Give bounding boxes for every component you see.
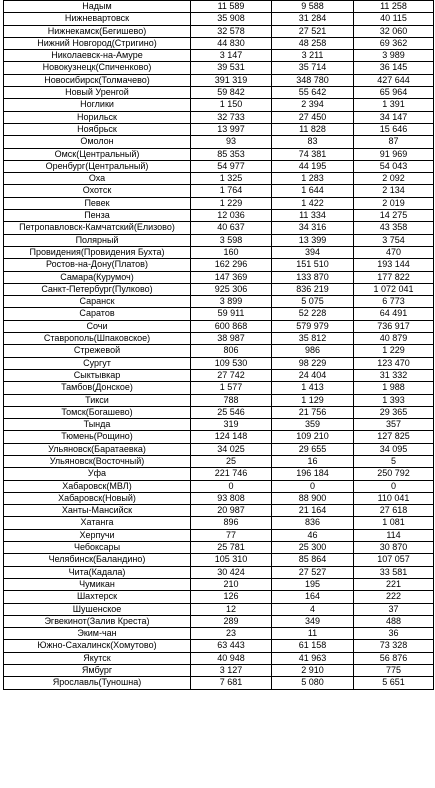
table-row: [4, 136, 434, 148]
airport-name-cell[interactable]: Норильск: [4, 111, 191, 123]
table-row: [4, 148, 434, 160]
airport-name-cell[interactable]: Новосибирск(Толмачево): [4, 74, 191, 86]
table-row: [4, 677, 434, 689]
airport-name-cell[interactable]: Сыктывкар: [4, 369, 191, 381]
table-row: [4, 111, 434, 123]
table-row: [4, 62, 434, 74]
value-cell-3[interactable]: 43 358: [354, 222, 434, 234]
table-row: [4, 345, 434, 357]
value-cell-1[interactable]: 93: [191, 136, 272, 148]
value-cell-2[interactable]: 986: [272, 345, 354, 357]
table-row: [4, 615, 434, 627]
value-cell-3[interactable]: 29 365: [354, 406, 434, 418]
table-row: [4, 308, 434, 320]
airport-name-cell[interactable]: Ханты-Мансийск: [4, 505, 191, 517]
value-cell-1[interactable]: 1 764: [191, 185, 272, 197]
value-cell-3[interactable]: 65 964: [354, 87, 434, 99]
airport-name-cell[interactable]: Южно-Сахалинск(Хомутово): [4, 640, 191, 652]
value-cell-2[interactable]: 1 283: [272, 173, 354, 185]
value-cell-3[interactable]: 33 581: [354, 566, 434, 578]
value-cell-2[interactable]: 11: [272, 628, 354, 640]
value-cell-1[interactable]: 162 296: [191, 259, 272, 271]
table-row: [4, 505, 434, 517]
airport-name-cell[interactable]: Оха: [4, 173, 191, 185]
airport-name-cell[interactable]: Новокузнецк(Спиченково): [4, 62, 191, 74]
value-cell-2[interactable]: 2 910: [272, 665, 354, 677]
airport-name-cell[interactable]: Тикси: [4, 394, 191, 406]
value-cell-2[interactable]: 2 394: [272, 99, 354, 111]
airport-name-cell[interactable]: Провидения(Провидения Бухта): [4, 246, 191, 258]
value-cell-1[interactable]: 27 742: [191, 369, 272, 381]
value-cell-1[interactable]: 39 531: [191, 62, 272, 74]
airport-name-cell[interactable]: Оренбург(Центральный): [4, 160, 191, 172]
airport-name-cell[interactable]: Николаевск-на-Амуре: [4, 50, 191, 62]
airport-name-cell[interactable]: Челябинск(Баландино): [4, 554, 191, 566]
table-row: [4, 259, 434, 271]
value-cell-3[interactable]: 6 773: [354, 296, 434, 308]
value-cell-3[interactable]: 2 092: [354, 173, 434, 185]
value-cell-3[interactable]: 1 072 041: [354, 283, 434, 295]
value-cell-2[interactable]: 1 413: [272, 382, 354, 394]
value-cell-1[interactable]: 1 577: [191, 382, 272, 394]
value-cell-2[interactable]: 5 075: [272, 296, 354, 308]
value-cell-1[interactable]: 1 150: [191, 99, 272, 111]
value-cell-3[interactable]: 37: [354, 603, 434, 615]
airport-name-cell[interactable]: Тюмень(Рощино): [4, 431, 191, 443]
airport-name-cell[interactable]: Омолон: [4, 136, 191, 148]
table-row: [4, 333, 434, 345]
value-cell-1[interactable]: 105 310: [191, 554, 272, 566]
table-row: [4, 406, 434, 418]
value-cell-3[interactable]: 470: [354, 246, 434, 258]
value-cell-2[interactable]: 46: [272, 529, 354, 541]
airport-name-cell[interactable]: Шушенское: [4, 603, 191, 615]
value-cell-1[interactable]: 1 229: [191, 197, 272, 209]
airport-name-cell[interactable]: Надым: [4, 1, 191, 13]
value-cell-3[interactable]: 32 060: [354, 25, 434, 37]
airport-name-cell[interactable]: Чебоксары: [4, 542, 191, 554]
airport-name-cell[interactable]: Чита(Кадала): [4, 566, 191, 578]
value-cell-1[interactable]: 44 830: [191, 37, 272, 49]
table-row: [4, 1, 434, 13]
airport-name-cell[interactable]: Чумикан: [4, 578, 191, 590]
value-cell-3[interactable]: 222: [354, 591, 434, 603]
table-row: [4, 578, 434, 590]
value-cell-3[interactable]: 73 328: [354, 640, 434, 652]
table-row: [4, 382, 434, 394]
table-row: [4, 431, 434, 443]
value-cell-2[interactable]: 35 812: [272, 333, 354, 345]
value-cell-2[interactable]: 35 714: [272, 62, 354, 74]
value-cell-3[interactable]: 40 879: [354, 333, 434, 345]
value-cell-3[interactable]: 54 043: [354, 160, 434, 172]
value-cell-3[interactable]: 15 646: [354, 123, 434, 135]
value-cell-2[interactable]: 83: [272, 136, 354, 148]
value-cell-1[interactable]: 59 911: [191, 308, 272, 320]
value-cell-1[interactable]: 20 987: [191, 505, 272, 517]
value-cell-1[interactable]: 38 987: [191, 333, 272, 345]
airport-passenger-table: [3, 0, 434, 690]
table-row: [4, 443, 434, 455]
value-cell-3[interactable]: 3 989: [354, 50, 434, 62]
table-row: [4, 419, 434, 431]
value-cell-2[interactable]: 16: [272, 455, 354, 467]
value-cell-1[interactable]: 221 746: [191, 468, 272, 480]
table-row: [4, 37, 434, 49]
table-row: [4, 320, 434, 332]
value-cell-3[interactable]: 34 147: [354, 111, 434, 123]
table-row: [4, 652, 434, 664]
value-cell-1[interactable]: 0: [191, 480, 272, 492]
value-cell-3[interactable]: 91 969: [354, 148, 434, 160]
table-row: [4, 87, 434, 99]
airport-name-cell[interactable]: Эким-чан: [4, 628, 191, 640]
value-cell-3[interactable]: 2 019: [354, 197, 434, 209]
value-cell-2[interactable]: 11 334: [272, 210, 354, 222]
value-cell-1[interactable]: 7 681: [191, 677, 272, 689]
value-cell-1[interactable]: 59 842: [191, 87, 272, 99]
value-cell-2[interactable]: 349: [272, 615, 354, 627]
airport-name-cell[interactable]: Ульяновск(Баратаевка): [4, 443, 191, 455]
value-cell-1[interactable]: 600 868: [191, 320, 272, 332]
value-cell-3[interactable]: 11 258: [354, 1, 434, 13]
value-cell-1[interactable]: 34 025: [191, 443, 272, 455]
value-cell-2[interactable]: 9 588: [272, 1, 354, 13]
value-cell-1[interactable]: 93 808: [191, 492, 272, 504]
value-cell-3[interactable]: 107 057: [354, 554, 434, 566]
value-cell-2[interactable]: 44 195: [272, 160, 354, 172]
airport-name-cell[interactable]: Томск(Богашево): [4, 406, 191, 418]
value-cell-2[interactable]: 1 644: [272, 185, 354, 197]
value-cell-2[interactable]: 151 510: [272, 259, 354, 271]
value-cell-1[interactable]: 391 319: [191, 74, 272, 86]
table-row: [4, 197, 434, 209]
value-cell-3[interactable]: 177 822: [354, 271, 434, 283]
value-cell-1[interactable]: 289: [191, 615, 272, 627]
table-row: [4, 468, 434, 480]
airport-name-cell[interactable]: Пенза: [4, 210, 191, 222]
table-row: [4, 160, 434, 172]
airport-name-cell[interactable]: Эгвекинот(Залив Креста): [4, 615, 191, 627]
airport-name-cell[interactable]: Нижний Новгород(Стригино): [4, 37, 191, 49]
value-cell-1[interactable]: 35 908: [191, 13, 272, 25]
airport-name-cell[interactable]: Сочи: [4, 320, 191, 332]
value-cell-3[interactable]: 123 470: [354, 357, 434, 369]
table-row: [4, 271, 434, 283]
value-cell-3[interactable]: 31 332: [354, 369, 434, 381]
value-cell-2[interactable]: 3 211: [272, 50, 354, 62]
value-cell-3[interactable]: 87: [354, 136, 434, 148]
value-cell-1[interactable]: 32 733: [191, 111, 272, 123]
table-row: [4, 628, 434, 640]
table-row: [4, 369, 434, 381]
value-cell-3[interactable]: 488: [354, 615, 434, 627]
value-cell-3[interactable]: 250 792: [354, 468, 434, 480]
table-row: [4, 394, 434, 406]
value-cell-3[interactable]: 114: [354, 529, 434, 541]
value-cell-1[interactable]: 30 424: [191, 566, 272, 578]
value-cell-1[interactable]: 3 899: [191, 296, 272, 308]
value-cell-2[interactable]: 109 210: [272, 431, 354, 443]
value-cell-1[interactable]: 319: [191, 419, 272, 431]
airport-name-cell[interactable]: Хабаровск(МВЛ): [4, 480, 191, 492]
airport-name-cell[interactable]: Нижневартовск: [4, 13, 191, 25]
value-cell-3[interactable]: 357: [354, 419, 434, 431]
value-cell-2[interactable]: 74 381: [272, 148, 354, 160]
table-row: [4, 296, 434, 308]
airport-name-cell[interactable]: Саранск: [4, 296, 191, 308]
value-cell-2[interactable]: 52 228: [272, 308, 354, 320]
airport-name-cell[interactable]: Тында: [4, 419, 191, 431]
value-cell-2[interactable]: 41 963: [272, 652, 354, 664]
table-row: [4, 492, 434, 504]
value-cell-2[interactable]: 85 864: [272, 554, 354, 566]
airport-name-cell[interactable]: Хабаровск(Новый): [4, 492, 191, 504]
value-cell-1[interactable]: 25 781: [191, 542, 272, 554]
value-cell-2[interactable]: 13 399: [272, 234, 354, 246]
value-cell-2[interactable]: 394: [272, 246, 354, 258]
value-cell-2[interactable]: 196 184: [272, 468, 354, 480]
airport-name-cell[interactable]: Якутск: [4, 652, 191, 664]
value-cell-3[interactable]: 36 145: [354, 62, 434, 74]
airport-name-cell[interactable]: Ноглики: [4, 99, 191, 111]
table-row: [4, 591, 434, 603]
value-cell-3[interactable]: 5: [354, 455, 434, 467]
table-row: [4, 603, 434, 615]
value-cell-3[interactable]: 5 651: [354, 677, 434, 689]
value-cell-2[interactable]: 359: [272, 419, 354, 431]
value-cell-2[interactable]: 133 870: [272, 271, 354, 283]
value-cell-1[interactable]: 77: [191, 529, 272, 541]
table-row: [4, 640, 434, 652]
table-row: [4, 542, 434, 554]
value-cell-2[interactable]: 195: [272, 578, 354, 590]
value-cell-2[interactable]: 348 780: [272, 74, 354, 86]
table-row: [4, 222, 434, 234]
table-row: [4, 283, 434, 295]
airport-name-cell[interactable]: Шахтерск: [4, 591, 191, 603]
airport-name-cell[interactable]: Самара(Курумоч): [4, 271, 191, 283]
value-cell-2[interactable]: 0: [272, 480, 354, 492]
value-cell-2[interactable]: 4: [272, 603, 354, 615]
value-cell-2[interactable]: 836: [272, 517, 354, 529]
value-cell-2[interactable]: 27 521: [272, 25, 354, 37]
value-cell-1[interactable]: 40 948: [191, 652, 272, 664]
airport-name-cell[interactable]: Уфа: [4, 468, 191, 480]
airport-name-cell[interactable]: Ноябрьск: [4, 123, 191, 135]
value-cell-3[interactable]: 40 115: [354, 13, 434, 25]
value-cell-1[interactable]: 160: [191, 246, 272, 258]
value-cell-2[interactable]: 55 642: [272, 87, 354, 99]
value-cell-3[interactable]: 110 041: [354, 492, 434, 504]
value-cell-3[interactable]: 775: [354, 665, 434, 677]
value-cell-1[interactable]: 3 598: [191, 234, 272, 246]
value-cell-2[interactable]: 27 450: [272, 111, 354, 123]
table-row: [4, 25, 434, 37]
value-cell-2[interactable]: 579 979: [272, 320, 354, 332]
table-row: [4, 99, 434, 111]
value-cell-2[interactable]: 21 756: [272, 406, 354, 418]
table-row: [4, 123, 434, 135]
value-cell-2[interactable]: 61 158: [272, 640, 354, 652]
airport-name-cell[interactable]: Саратов: [4, 308, 191, 320]
value-cell-1[interactable]: 210: [191, 578, 272, 590]
table-row: [4, 665, 434, 677]
value-cell-2[interactable]: 98 229: [272, 357, 354, 369]
table-row: [4, 13, 434, 25]
value-cell-1[interactable]: 126: [191, 591, 272, 603]
value-cell-1[interactable]: 40 637: [191, 222, 272, 234]
value-cell-3[interactable]: 56 876: [354, 652, 434, 664]
airport-name-cell[interactable]: Ульяновск(Восточный): [4, 455, 191, 467]
value-cell-3[interactable]: 36: [354, 628, 434, 640]
value-cell-1[interactable]: 12: [191, 603, 272, 615]
table-row: [4, 210, 434, 222]
value-cell-2[interactable]: 31 284: [272, 13, 354, 25]
value-cell-1[interactable]: 23: [191, 628, 272, 640]
value-cell-1[interactable]: 54 977: [191, 160, 272, 172]
airport-name-cell[interactable]: Санкт-Петербург(Пулково): [4, 283, 191, 295]
value-cell-1[interactable]: 13 997: [191, 123, 272, 135]
airport-name-cell[interactable]: Полярный: [4, 234, 191, 246]
table-row: [4, 480, 434, 492]
table-row: [4, 246, 434, 258]
value-cell-3[interactable]: 427 644: [354, 74, 434, 86]
value-cell-3[interactable]: 1 988: [354, 382, 434, 394]
value-cell-2[interactable]: 29 655: [272, 443, 354, 455]
value-cell-1[interactable]: 806: [191, 345, 272, 357]
value-cell-3[interactable]: 3 754: [354, 234, 434, 246]
value-cell-1[interactable]: 788: [191, 394, 272, 406]
airport-name-cell[interactable]: Сургут: [4, 357, 191, 369]
table-row: [4, 517, 434, 529]
value-cell-3[interactable]: 14 275: [354, 210, 434, 222]
value-cell-2[interactable]: 21 164: [272, 505, 354, 517]
value-cell-1[interactable]: 147 369: [191, 271, 272, 283]
airport-name-cell[interactable]: Нижнекамск(Бегишево): [4, 25, 191, 37]
table-row: [4, 74, 434, 86]
table-row: [4, 173, 434, 185]
value-cell-3[interactable]: 127 825: [354, 431, 434, 443]
airport-name-cell[interactable]: Хатанга: [4, 517, 191, 529]
value-cell-1[interactable]: 3 127: [191, 665, 272, 677]
table-row: [4, 529, 434, 541]
value-cell-1[interactable]: 25: [191, 455, 272, 467]
value-cell-3[interactable]: 736 917: [354, 320, 434, 332]
value-cell-3[interactable]: 221: [354, 578, 434, 590]
value-cell-2[interactable]: 88 900: [272, 492, 354, 504]
table-row: [4, 455, 434, 467]
value-cell-1[interactable]: 3 147: [191, 50, 272, 62]
airport-name-cell[interactable]: Певек: [4, 197, 191, 209]
value-cell-3[interactable]: 34 095: [354, 443, 434, 455]
value-cell-3[interactable]: 1 393: [354, 394, 434, 406]
value-cell-3[interactable]: 1 081: [354, 517, 434, 529]
value-cell-2[interactable]: 48 258: [272, 37, 354, 49]
value-cell-1[interactable]: 63 443: [191, 640, 272, 652]
airport-name-cell[interactable]: Новый Уренгой: [4, 87, 191, 99]
value-cell-1[interactable]: 85 353: [191, 148, 272, 160]
airport-name-cell[interactable]: Ростов-на-Дону(Платов): [4, 259, 191, 271]
airport-name-cell[interactable]: Ярославль(Туношна): [4, 677, 191, 689]
table-row: [4, 357, 434, 369]
value-cell-1[interactable]: 12 036: [191, 210, 272, 222]
airport-name-cell[interactable]: Петропавловск-Камчатский(Елизово): [4, 222, 191, 234]
table-row: [4, 554, 434, 566]
value-cell-1[interactable]: 896: [191, 517, 272, 529]
value-cell-3[interactable]: 1 391: [354, 99, 434, 111]
value-cell-2[interactable]: 25 300: [272, 542, 354, 554]
value-cell-2[interactable]: 34 316: [272, 222, 354, 234]
value-cell-3[interactable]: 193 144: [354, 259, 434, 271]
table-row: [4, 50, 434, 62]
airport-name-cell[interactable]: Тамбов(Донское): [4, 382, 191, 394]
table-row: [4, 185, 434, 197]
value-cell-1[interactable]: 32 578: [191, 25, 272, 37]
value-cell-1[interactable]: 11 589: [191, 1, 272, 13]
airport-name-cell[interactable]: Стрежевой: [4, 345, 191, 357]
airport-name-cell[interactable]: Ставрополь(Шпаковское): [4, 333, 191, 345]
value-cell-2[interactable]: 836 219: [272, 283, 354, 295]
value-cell-2[interactable]: 5 080: [272, 677, 354, 689]
value-cell-1[interactable]: 109 530: [191, 357, 272, 369]
value-cell-3[interactable]: 64 491: [354, 308, 434, 320]
value-cell-3[interactable]: 69 362: [354, 37, 434, 49]
airport-name-cell[interactable]: Ямбург: [4, 665, 191, 677]
table-body: [4, 1, 434, 690]
value-cell-1[interactable]: 124 148: [191, 431, 272, 443]
value-cell-3[interactable]: 2 134: [354, 185, 434, 197]
value-cell-1[interactable]: 1 325: [191, 173, 272, 185]
value-cell-2[interactable]: 11 828: [272, 123, 354, 135]
table-row: [4, 566, 434, 578]
table-row: [4, 234, 434, 246]
value-cell-2[interactable]: 27 527: [272, 566, 354, 578]
airport-name-cell[interactable]: Охотск: [4, 185, 191, 197]
airport-name-cell[interactable]: Херпучи: [4, 529, 191, 541]
value-cell-3[interactable]: 0: [354, 480, 434, 492]
value-cell-3[interactable]: 27 618: [354, 505, 434, 517]
value-cell-1[interactable]: 925 306: [191, 283, 272, 295]
value-cell-3[interactable]: 1 229: [354, 345, 434, 357]
value-cell-1[interactable]: 25 546: [191, 406, 272, 418]
value-cell-2[interactable]: 24 404: [272, 369, 354, 381]
airport-name-cell[interactable]: Омск(Центральный): [4, 148, 191, 160]
value-cell-2[interactable]: 1 129: [272, 394, 354, 406]
value-cell-2[interactable]: 1 422: [272, 197, 354, 209]
value-cell-3[interactable]: 30 870: [354, 542, 434, 554]
value-cell-2[interactable]: 164: [272, 591, 354, 603]
